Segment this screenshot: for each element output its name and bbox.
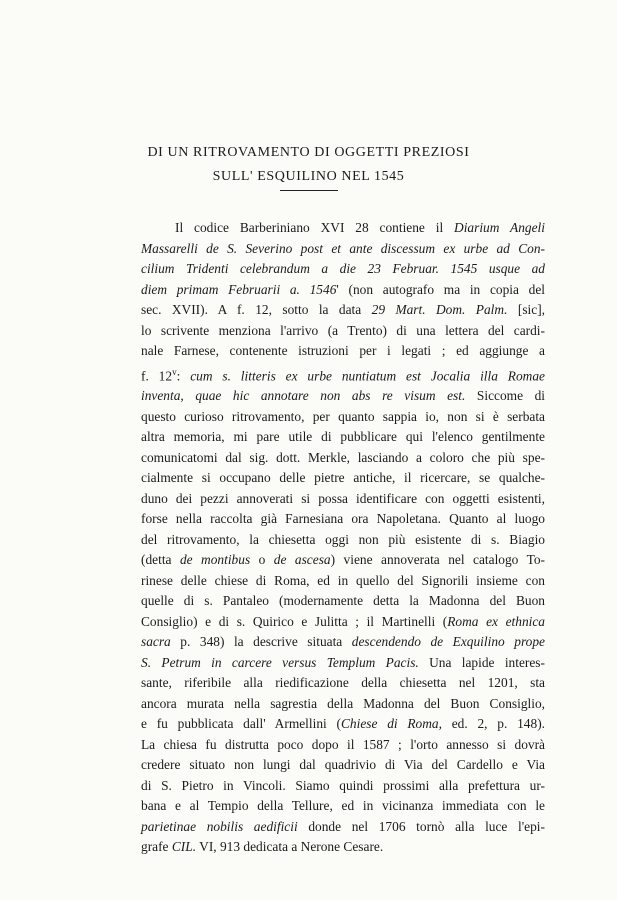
text-line xyxy=(141,612,545,633)
text-segment: altra memoria, mi pare utile di pubblicare qui l'elenco gentilmente xyxy=(141,429,545,445)
text-line xyxy=(141,280,545,301)
italic-segment: de ascesa xyxy=(273,552,331,568)
italic-segment: parietinae nobilis aedificii xyxy=(141,818,298,834)
text-line xyxy=(141,468,545,489)
text-segment: ' (non autografo ma in copia del xyxy=(336,281,546,297)
text-line xyxy=(141,218,545,239)
text-line xyxy=(141,259,545,280)
text-segment: e fu pubblicata dall' Armellini ( xyxy=(141,716,341,732)
italic-segment: Diarium Angeli xyxy=(454,220,545,235)
italic-segment: CIL. xyxy=(171,839,197,855)
text-segment: sante, riferibile alla riedificazione della chiesetta nel 1201, sta xyxy=(141,675,545,691)
text-segment: duno dei pezzi annoverati si possa identificare con oggetti esistenti, xyxy=(141,490,545,506)
text-line xyxy=(141,653,545,674)
text-segment: La chiesa fu distrutta poco dopo il 1587 ; l'orto annesso si dovrà xyxy=(141,736,545,752)
text-segment: nale Farnese, contenente istruzioni per i legati ; ed aggiunge a xyxy=(141,343,545,358)
text-segment: [sic], xyxy=(507,302,546,317)
text-line xyxy=(141,427,545,448)
italic-segment: Roma ex ethnica xyxy=(447,613,545,629)
italic-segment: sacra xyxy=(141,634,171,650)
text-segment: o xyxy=(250,552,274,568)
text-segment: donde nel 1706 tornò alla luce l'epi- xyxy=(297,818,545,834)
text-line xyxy=(141,755,545,776)
text-segment: ancora murata nella sagrestia della Madonna del Buon Consiglio, xyxy=(141,695,545,711)
italic-segment: diem primam Februarii a. 1546 xyxy=(141,281,337,297)
text-segment: comunicatomi dal sig. dott. Merkle, lasciando a coloro che più spe- xyxy=(141,449,545,465)
italic-segment: descendendo de Exquilino prope xyxy=(351,634,546,650)
title-divider xyxy=(280,190,338,191)
text-line xyxy=(141,571,545,592)
text-segment: bana e al Tempio della Tellure, ed in vicinanza immediata con le xyxy=(141,798,545,814)
text-segment: Siccome di xyxy=(465,388,545,404)
text-line xyxy=(141,796,545,817)
italic-segment: Chiese di Roma, xyxy=(340,716,442,732)
text-line xyxy=(141,300,545,321)
text-segment: cialmente si occupano delle pietre antiche, il ricercare, se qualche- xyxy=(141,470,545,486)
text-segment: rinese delle chiese di Roma, ed in quello del Signorili insieme con xyxy=(141,572,545,588)
article-body xyxy=(141,218,545,858)
text-line xyxy=(141,694,545,715)
text-segment: : xyxy=(176,367,191,383)
article-title xyxy=(0,141,617,189)
text-line xyxy=(141,321,545,342)
text-line xyxy=(141,632,545,653)
text-segment: forse nella raccolta già Farnesiana ora Napoletana. Quanto al luogo xyxy=(141,511,545,527)
text-line xyxy=(141,550,545,571)
text-line xyxy=(141,448,545,469)
italic-segment: Massarelli de S. Severino post et ante discessum ex urbe ad Con- xyxy=(141,240,545,256)
text-line xyxy=(141,341,545,362)
text-line xyxy=(141,776,545,797)
text-segment: f. 12 xyxy=(141,367,173,383)
italic-segment: cum s. litteris ex urbe nuntiatum est Jocalia illa Romae xyxy=(190,367,545,383)
text-line xyxy=(141,407,545,428)
italic-segment: cilium Tridenti celebrandum a die 23 Februar. 1545 usque ad xyxy=(141,261,545,276)
text-line xyxy=(141,489,545,510)
text-segment: ed. 2, p. 148). xyxy=(441,716,545,732)
text-line xyxy=(141,714,545,735)
text-line xyxy=(141,591,545,612)
text-line xyxy=(141,673,545,694)
text-line xyxy=(141,362,545,387)
text-line xyxy=(141,530,545,551)
text-segment: sec. XVII). A f. 12, sotto la data xyxy=(141,302,372,317)
text-segment: del ritrovamento, la chiesetta oggi non più esistente di s. Biagio xyxy=(141,531,545,547)
text-segment: di S. Pietro in Vincoli. Siamo quindi prossimi alla prefettura ur- xyxy=(141,777,545,793)
italic-segment: S. Petrum in carcere versus Templum Pacis. xyxy=(141,654,419,670)
italic-segment: 29 Mart. Dom. Palm. xyxy=(371,302,508,317)
title-line-1: DI UN RITROVAMENTO DI OGGETTI PREZIOSI xyxy=(147,145,470,160)
text-segment: grafe xyxy=(141,839,172,855)
text-segment: lo scrivente menziona l'arrivo (a Trento) di una lettera del cardi- xyxy=(141,322,545,338)
italic-segment: de montibus xyxy=(179,552,251,568)
text-segment: Il codice Barberiniano XVI 28 contiene il xyxy=(175,220,455,235)
text-line xyxy=(141,386,545,407)
text-segment: credere situato non lungi dal quadrivio di Via del Cardello e Via xyxy=(141,757,545,773)
text-segment: VI, 913 dedicata a Nerone Cesare. xyxy=(196,839,384,855)
text-line xyxy=(141,817,545,838)
text-segment: p. 348) la descrive situata xyxy=(170,634,352,650)
text-segment: (detta xyxy=(141,552,180,568)
text-segment: v xyxy=(172,366,177,377)
text-segment: Consiglio) e di s. Quirico e Julitta ; il Martinelli ( xyxy=(141,613,448,629)
title-line-2: SULL' ESQUILINO NEL 1545 xyxy=(212,169,405,184)
text-line xyxy=(141,735,545,756)
text-line xyxy=(141,837,545,858)
italic-segment: inventa, quae hic annotare non abs re visum est. xyxy=(141,388,466,404)
text-segment: questo curioso ritrovamento, per quanto sappia io, non si è serbata xyxy=(141,408,545,424)
text-line xyxy=(141,509,545,530)
text-segment: ) viene annoverata nel catalogo To- xyxy=(330,552,545,568)
text-segment: quelle di s. Pantaleo (modernamente detta la Madonna del Buon xyxy=(141,593,545,609)
text-line xyxy=(141,239,545,260)
text-segment: Una lapide interes- xyxy=(418,654,545,670)
